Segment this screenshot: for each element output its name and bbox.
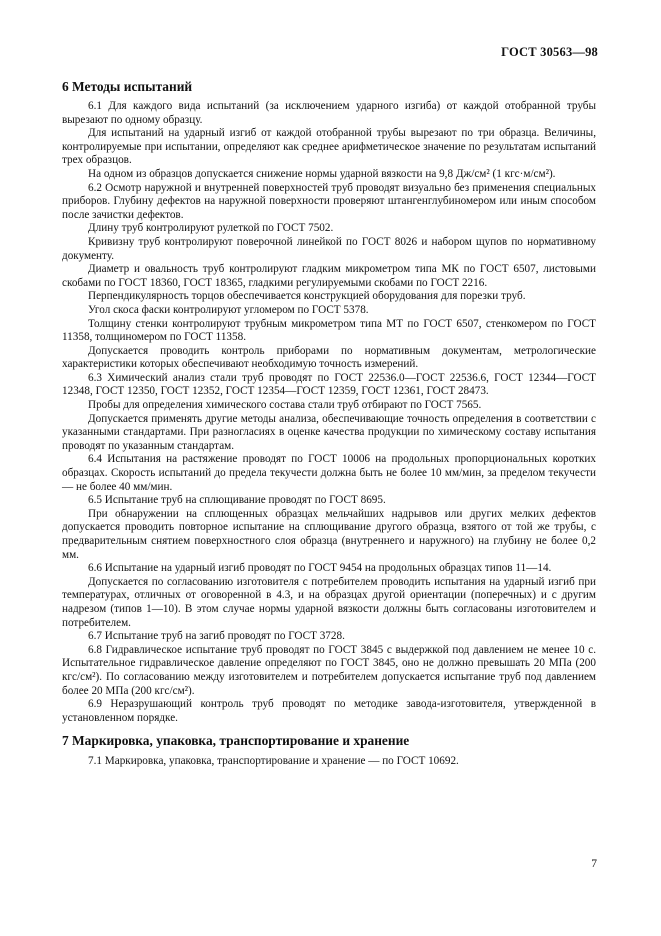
paragraph-6-2-wall-thickness: Толщину стенки контролируют трубным микрометром типа МТ по ГОСТ 6507, стенкомером по ГОСТ 11358, толщиномером по ГОСТ 11358. xyxy=(62,317,596,344)
paragraph-6-9: 6.9 Неразрушающий контроль труб проводят по методике завода-изготовителя, утвержденной в установленном порядке. xyxy=(62,698,596,724)
paragraph-6-2-diameter: Диаметр и овальность труб контролируют гладким микрометром типа МК по ГОСТ 6507, листовыми скобами по ГОСТ 18360, ГОСТ 18365, гладкими регулируемыми скобами по ГОСТ 2216. xyxy=(62,263,596,289)
section-6-title: 6 Методы испытаний xyxy=(62,79,193,94)
paragraph-6-1: 6.1 Для каждого вида испытаний (за исключением ударного изгиба) от каждой отобранной трубы вырезают по одному образцу. xyxy=(62,100,596,126)
paragraph-6-2-instruments: Допускается проводить контроль приборами по нормативным документам, метрологические характеристики которых обеспечивают необходимую точность измерений. xyxy=(62,344,596,371)
document-code-header: ГОСТ 30563—98 xyxy=(501,45,598,59)
page-content xyxy=(62,79,596,769)
paragraph-6-3: 6.3 Химический анализ стали труб проводят по ГОСТ 22536.0—ГОСТ 22536.6, ГОСТ 12344—ГОСТ 12348, ГОСТ 12350, ГОСТ 12352, ГОСТ 12354—ГОСТ 12359, ГОСТ 12361, ГОСТ 28473. xyxy=(62,371,596,398)
paragraph-6-5: 6.5 Испытание труб на сплющивание проводят по ГОСТ 8695. xyxy=(88,494,386,507)
paragraph-6-2: 6.2 Осмотр наружной и внутренней поверхностей труб проводят визуально без применения специальных приборов. Глубину дефектов на наружной поверхности проверяют штангенглубиномером или иным способом после зачистки дефектов. xyxy=(62,181,596,221)
section-7-title: 7 Маркировка, упаковка, транспортирование и хранение xyxy=(62,733,410,749)
paragraph-6-2-curvature: Кривизну труб контролируют поверочной линейкой по ГОСТ 8026 и набором щупов по нормативному документу. xyxy=(62,235,596,262)
paragraph-6-3-other-methods: Допускается применять другие методы анализа, обеспечивающие точность определения в соответствии с указанными стандартами. При разногласиях в оценке качества продукции по химическому составу испытания проводят по указанным стандартам. xyxy=(62,412,596,452)
paragraph-6-6-agreement: Допускается по согласованию изготовителя с потребителем проводить испытания на ударный изгиб при температурах, отличных от оговоренной в 4.3, и на образцах другой ориентации (поперечных) и с другим надрезом (типов 1—10). В этом случае нормы ударной вязкости должны быть согласованы изготовителем и потребителем. xyxy=(62,575,596,629)
paragraph-6-5-retest: При обнаружении на сплющенных образцах мельчайших надрывов или других мелких дефектов допускается проводить повторное испытание на сплющивание другого образца, взятого от той же трубы, с предварительным снятием поверхностного слоя образца (внутреннего и наружного) на глубину не более 0,2 мм. xyxy=(62,507,596,561)
page-number: 7 xyxy=(591,858,597,870)
paragraph-6-1-toughness-reduction: На одном из образцов допускается снижение нормы ударной вязкости на 9,8 Дж/см² (1 кгс·м/см²). xyxy=(88,167,556,180)
paragraph-6-2-bevel: Угол скоса фаски контролируют угломером по ГОСТ 5378. xyxy=(88,303,369,316)
paragraph-6-7: 6.7 Испытание труб на загиб проводят по ГОСТ 3728. xyxy=(88,630,345,643)
paragraph-6-2-length: Длину труб контролируют рулеткой по ГОСТ 7502. xyxy=(88,222,334,235)
paragraph-6-8: 6.8 Гидравлическое испытание труб проводят по ГОСТ 3845 с выдержкой под давлением не менее 10 с. Испытательное гидравлическое давление определяют по ГОСТ 3845, оно не должно превышать 20 МПа (200 кгс/см²). По согласованию между изготовителем и потребителем допускается испытание труб под давлением более 20 МПа (200 кгс/см²). xyxy=(62,643,596,697)
paragraph-6-2-perpendicularity: Перпендикулярность торцов обеспечивается конструкцией оборудования для порезки труб. xyxy=(88,290,526,303)
paragraph-7-1: 7.1 Маркировка, упаковка, транспортирование и хранение — по ГОСТ 10692. xyxy=(88,755,459,768)
paragraph-6-4: 6.4 Испытания на растяжение проводят по ГОСТ 10006 на продольных пропорциональных коротких образцах. Скорость испытаний до предела текучести должна быть не более 10 мм/мин, за пределом текучести — не более 40 мм/мин. xyxy=(62,453,596,493)
paragraph-6-1-impact-samples: Для испытаний на ударный изгиб от каждой отобранной трубы вырезают по три образца. Величины, контролируемые при испытании, определяют как среднее арифметическое значение по результатам испытаний трех образцов. xyxy=(62,127,596,167)
paragraph-6-6: 6.6 Испытание на ударный изгиб проводят по ГОСТ 9454 на продольных образцах типов 11—14. xyxy=(88,562,552,575)
paragraph-6-3-sampling: Пробы для определения химического состава стали труб отбирают по ГОСТ 7565. xyxy=(88,399,482,412)
